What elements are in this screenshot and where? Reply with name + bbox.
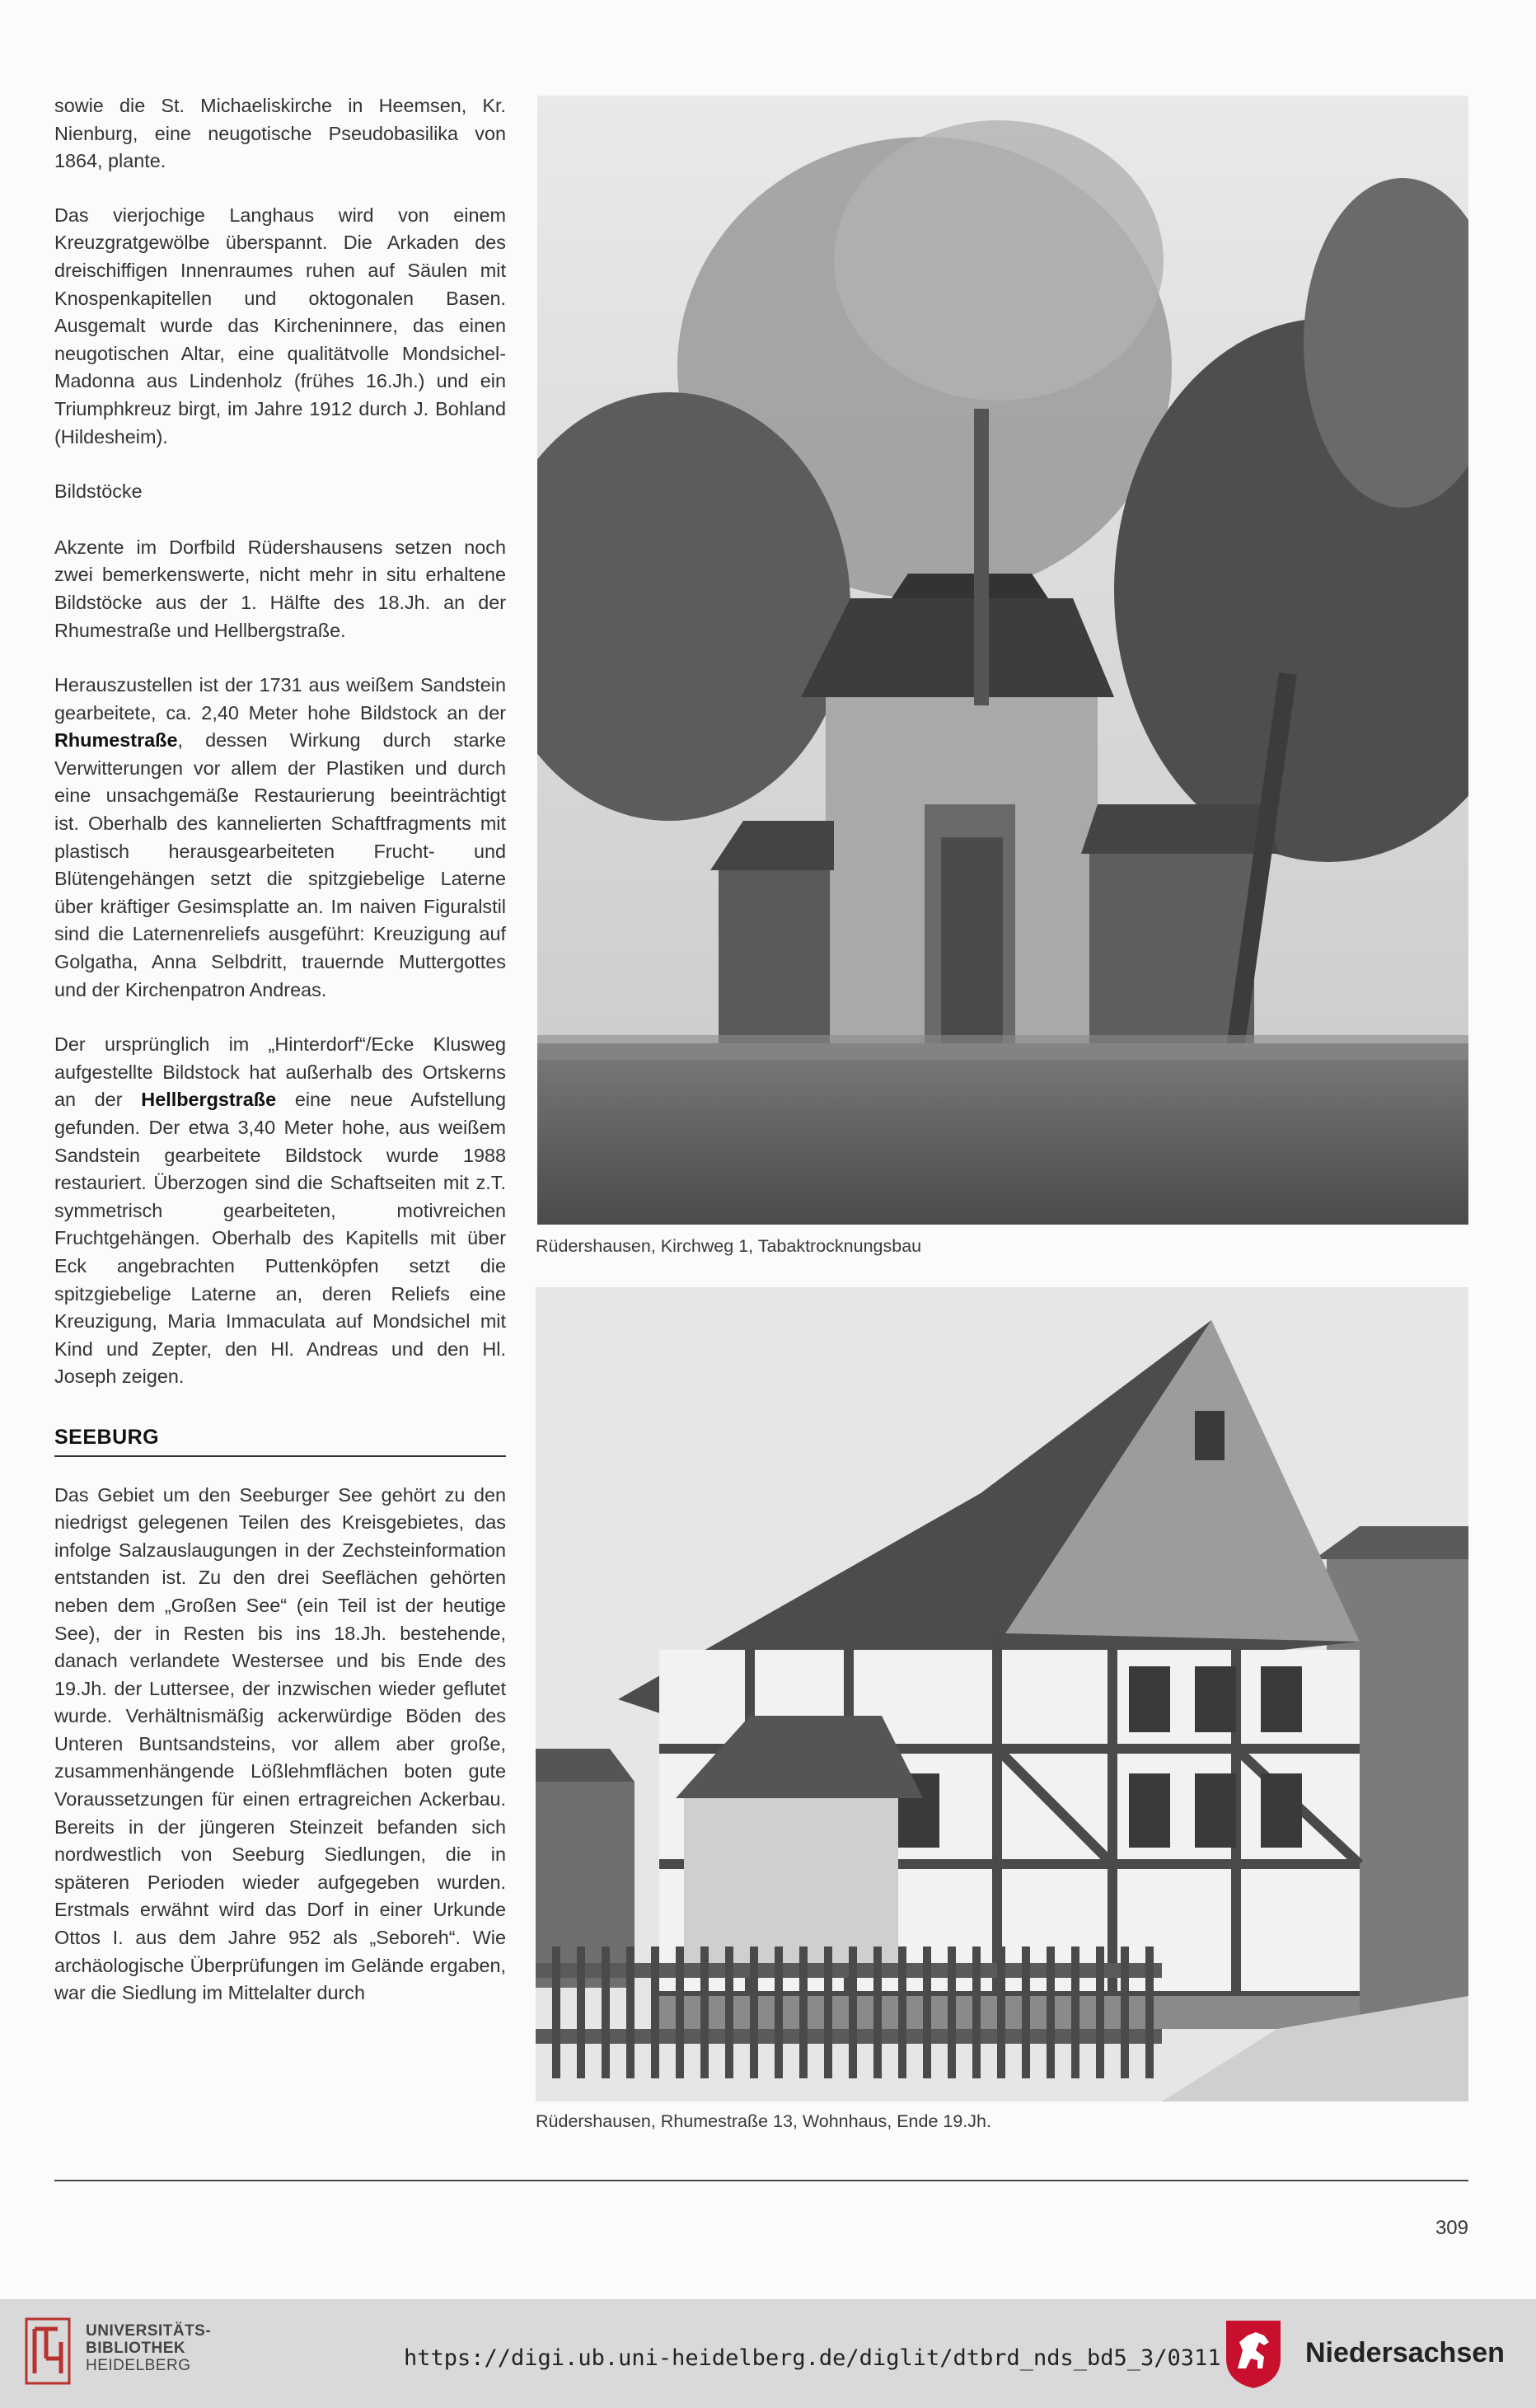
institution-line: HEIDELBERG — [86, 2357, 191, 2374]
paragraph-rhumestrasse — [54, 672, 506, 1004]
street-name-rhumestrasse: Rhumestraße — [54, 729, 178, 752]
left-text-column — [54, 92, 506, 2035]
street-name-hellbergstrasse: Hellbergstraße — [141, 1089, 277, 1111]
paragraph-langhaus: Das vierjochige Langhaus wird von einem Kreuzgratgewölbe überspannt. Die Arkaden des dreischiffigen Innenraumes ruhen auf Säulen mit Knospenkapitellen und oktogonalen Basen. Ausgemalt wurde das Kircheninnere, das einen neugotischen Altar, eine qualitätvolle Mondsichel-Madonna aus Lindenholz (frühes 16.Jh.) und ein Triumphkreuz birgt, im Jahre 1912 durch J. Bohland (Hildesheim). — [54, 204, 506, 447]
subheading-bildstoecke: Bildstöcke — [54, 480, 143, 503]
caption-bottom-photo: Rüdershausen, Rhumestraße 13, Wohnhaus, Ende 19.Jh. — [536, 2111, 991, 2131]
text-run: Herauszustellen ist der 1731 aus weißem Sandstein gearbeitete, ca. 2,40 Meter hohe Bildstock an der — [54, 674, 506, 724]
source-url-link[interactable]: https://digi.ub.uni-heidelberg.de/diglit/dtbrd_nds_bd5_3/0311 — [404, 2345, 1221, 2371]
paragraph-akzente: Akzente im Dorfbild Rüdershausens setzen noch zwei bemerkenswerte, nicht mehr in situ erhaltene Bildstöcke aus der 1. Hälfte des 18.Jh. an der Rhumestraße und Hellbergstraße. — [54, 536, 506, 641]
institution-line: BIBLIOTHEK — [86, 2340, 186, 2357]
paragraph-seeburg: Das Gebiet um den Seeburger See gehört zu den niedrigst gelegenen Teilen des Kreisgebietes, das infolge Salzauslaugungen in der Zechsteinformation entstanden ist. Zu den drei Seeflächen gehörten neben dem „Großen See“ (ein Teil ist der heutige See), der in Resten bis ins 18.Jh. bestehende, danach verlandete Westersee und bis Ende des 19.Jh. der Luttersee, der inzwischen wieder geflutet wurde. Verhältnismäßig ackerwürdige Böden des Unteren Buntsandsteins, vor allem aber große, zusammenhängende Lößlehmflächen boten gute Voraussetzungen für einen ertragreichen Ackerbau. Bereits in der jüngeren Steinzeit befanden sich nordwestlich von Seeburg Siedlungen, die in späteren Perioden wieder aufgegeben wurden. Erstmals erwähnt wird das Dorf in einer Urkunde Ottos I. aus dem Jahre 952 als „Seboreh“. Wie archäologische Überprüfungen im Gelände ergaben, war die Siedlung im Mittelalter durch — [54, 1483, 506, 2004]
photo-wohnhaus-rhumestrasse — [536, 1287, 1468, 2101]
text-run: eine neue Aufstellung gefunden. Der etwa 3,40 Meter hohe, aus weißem Sandstein gearbeitete Bildstock wurde 1988 restauriert. Überzogen sind die Schaftseiten mit z.T. symmetrisch gearbeiteten, motivreichen Fruchtgehängen. Oberhalb des Kapitells mit über Eck angebrachten Puttenköpfen setzt die spitzgiebelige Laterne an, deren Reliefs eine Kreuzigung, Maria Immaculata auf Mondsichel mit Kind und Zepter, den Hl. Andreas und den Hl. Joseph zeigen. — [54, 1089, 506, 1388]
section-heading-seeburg: SEEBURG — [54, 1424, 506, 1457]
fachwerkhaus-illustration — [536, 1287, 1468, 2101]
page-number: 309 — [1435, 2217, 1468, 2239]
caption-top-photo: Rüdershausen, Kirchweg 1, Tabaktrocknungsbau — [536, 1236, 922, 1256]
photo-tabaktrocknungsbau — [537, 96, 1468, 1225]
niedersachsen-horse-logo-icon — [1223, 2317, 1284, 2390]
uni-heidelberg-logo-icon — [25, 2317, 71, 2385]
footer-rule — [54, 2180, 1468, 2181]
institution-name — [86, 2322, 211, 2374]
tabaktrocknungsbau-illustration — [537, 96, 1468, 1225]
text-run: , dessen Wirkung durch starke Verwitterungen vor allem der Plastiken und durch eine unsachgemäße Restaurierung beeinträchtigt ist. Oberhalb des kannelierten Schaftfragments mit plastisch herausgearbeiteten Frucht- und Blütengehängen setzt die spitzgiebelige Laterne über kräftiger Gesimsplatte an. Im naiven Figuralstil sind die Laternenreliefs ausgeführt: Kreuzigung auf Golgatha, Anna Selbdritt, trauernde Muttergottes und der Kirchenpatron Andreas. — [54, 729, 506, 1000]
text-run: Der ursprünglich im „Hinterdorf“/Ecke Klusweg aufgestellte Bildstock hat außerhalb des Ortskerns an der — [54, 1033, 506, 1111]
institution-line: UNIVERSITÄTS- — [86, 2322, 212, 2340]
state-name: Niedersachsen — [1305, 2337, 1505, 2368]
paragraph-intro: sowie die St. Michaeliskirche in Heemsen, Kr. Nienburg, eine neugotische Pseudobasilika von 1864, plante. — [54, 95, 506, 172]
paragraph-hellbergstrasse — [54, 1031, 506, 1391]
